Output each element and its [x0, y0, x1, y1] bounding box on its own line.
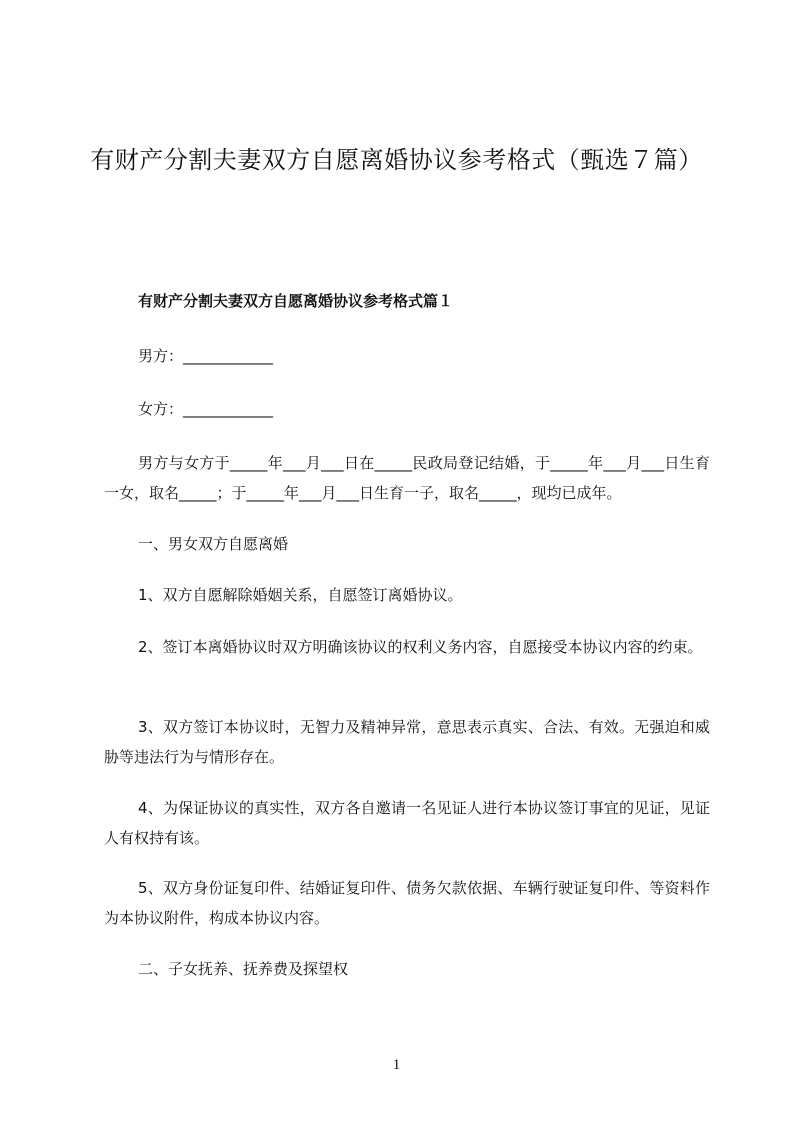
clause-5: 5、双方身份证复印件、结婚证复印件、债务欠款依据、车辆行驶证复印件、等资料作为本协议附件，构成本协议内容。	[104, 879, 710, 927]
heading-voluntary-divorce: 一、男女双方自愿离婚	[138, 535, 289, 553]
clause-4: 4、为保证协议的真实性，双方各自邀请一名见证人进行本协议签订事宜的见证，见证人有权持有该。	[104, 799, 710, 847]
document-title: 有财产分割夫妻双方自愿离婚协议参考格式（甄选７篇）	[90, 146, 703, 174]
female-party-field: 女方：____________	[138, 400, 274, 418]
heading-child-custody: 二、子女抚养、抚养费及探望权	[138, 960, 349, 978]
page-number: 1	[392, 1057, 401, 1073]
section-heading: 有财产分割夫妻双方自愿离婚协议参考格式篇１	[138, 292, 454, 310]
male-party-field: 男方：____________	[138, 347, 274, 365]
intro-paragraph: 男方与女方于_____年___月___日在_____民政局登记结婚，于_____年___月___日生育一女，取名_____；于_____年___月___日生育一子，取名_____，现均已成年。	[104, 454, 710, 502]
clause-3: 3、双方签订本协议时，无智力及精神异常，意思表示真实、合法、有效。无强迫和威胁等违法行为与情形存在。	[104, 718, 710, 766]
clause-2: 2、签订本离婚协议时双方明确该协议的权利义务内容，自愿接受本协议内容的约束。	[138, 638, 703, 656]
clause-1: 1、双方自愿解除婚姻关系，自愿签订离婚协议。	[138, 586, 463, 604]
